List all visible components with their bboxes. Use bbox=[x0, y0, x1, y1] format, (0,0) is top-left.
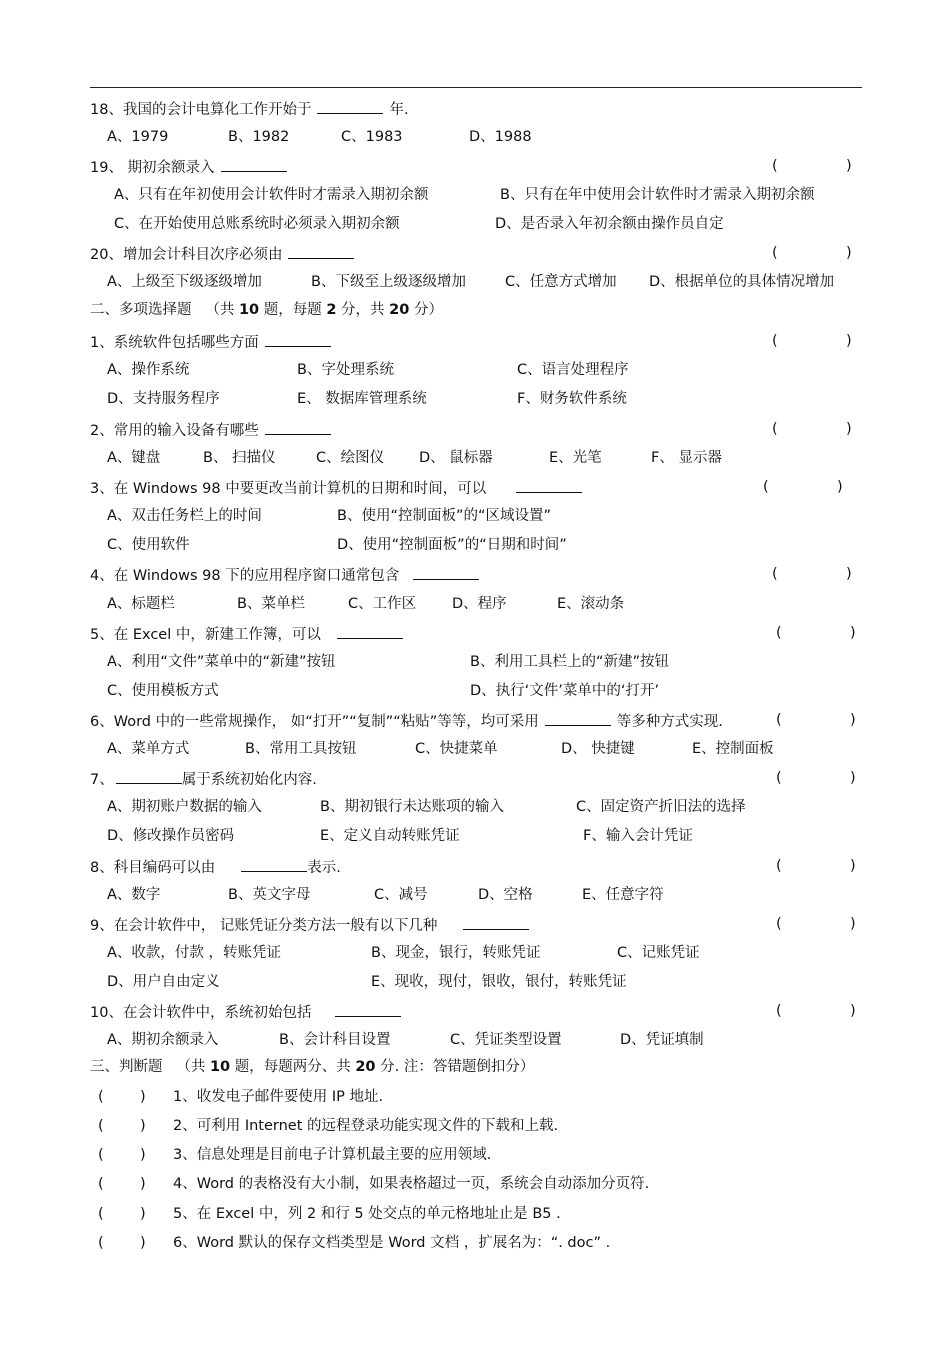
answer-blank[interactable] bbox=[317, 99, 383, 114]
answer-bracket-open: ( bbox=[772, 158, 778, 174]
answer-blank[interactable] bbox=[337, 624, 403, 639]
m10-option-d: D、凭证填制 bbox=[620, 1032, 704, 1048]
q20-option-b: B、下级至上级逐级增加 bbox=[311, 274, 466, 290]
answer-bracket-close: ) bbox=[837, 479, 843, 495]
judge-bracket-close: ) bbox=[140, 1089, 146, 1105]
answer-bracket-open: ( bbox=[763, 479, 769, 495]
m4-option-c: C、工作区 bbox=[348, 596, 417, 612]
answer-bracket-open: ( bbox=[776, 712, 782, 728]
judge-bracket-open[interactable]: ( bbox=[98, 1176, 104, 1192]
m6-option-d: D、 快捷键 bbox=[561, 741, 635, 757]
judge-bracket-open[interactable]: ( bbox=[98, 1206, 104, 1222]
answer-blank[interactable] bbox=[221, 157, 287, 172]
answer-blank[interactable] bbox=[413, 565, 479, 580]
answer-bracket-open: ( bbox=[776, 770, 782, 786]
q19-option-a: A、只有在年初使用会计软件时才需录入期初余额 bbox=[114, 187, 429, 203]
judge-bracket-open[interactable]: ( bbox=[98, 1118, 104, 1134]
m2-option-f: F、 显示器 bbox=[651, 450, 722, 466]
m2-option-e: E、光笔 bbox=[549, 450, 602, 466]
m3-option-a: A、双击任务栏上的时间 bbox=[107, 508, 262, 524]
m8-option-e: E、任意字符 bbox=[582, 887, 664, 903]
answer-bracket-close: ) bbox=[850, 770, 856, 786]
judge-item-5: 5、在 Excel 中，列 2 和行 5 处交点的单元格地址止是 B5 . bbox=[173, 1206, 561, 1222]
header-rule bbox=[90, 87, 862, 88]
q18-option-c: C、1983 bbox=[341, 129, 403, 145]
m3-option-b: B、使用“控制面板”的“区域设置” bbox=[337, 508, 551, 524]
m7-option-c: C、固定资产折旧法的选择 bbox=[576, 799, 746, 815]
multi-question-10: 10、在会计软件中，系统初始包括 bbox=[90, 1002, 407, 1022]
answer-bracket-close: ) bbox=[846, 566, 852, 582]
m5-option-a: A、利用“文件”菜单中的“新建”按钮 bbox=[107, 654, 336, 670]
answer-blank[interactable] bbox=[335, 1002, 401, 1017]
m1-option-f: F、财务软件系统 bbox=[517, 391, 627, 407]
m5-option-b: B、利用工具栏上的“新建”按钮 bbox=[470, 654, 669, 670]
m6-option-b: B、常用工具按钮 bbox=[245, 741, 357, 757]
m1-option-a: A、操作系统 bbox=[107, 362, 190, 378]
answer-blank[interactable] bbox=[463, 915, 529, 930]
m1-option-c: C、语言处理程序 bbox=[517, 362, 629, 378]
judge-item-2: 2、可利用 Internet 的远程登录功能实现文件的下载和上载. bbox=[173, 1118, 559, 1134]
m9-option-a: A、收款，付款 ，转账凭证 bbox=[107, 945, 282, 961]
m8-option-d: D、空格 bbox=[478, 887, 533, 903]
answer-bracket-close: ) bbox=[850, 712, 856, 728]
judge-item-6: 6、Word 默认的保存文档类型是 Word 文档 ，扩展名为：“. doc” . bbox=[173, 1235, 611, 1251]
q20-option-c: C、任意方式增加 bbox=[505, 274, 617, 290]
m10-option-a: A、期初余额录入 bbox=[107, 1032, 219, 1048]
m7-option-e: E、定义自动转账凭证 bbox=[320, 828, 460, 844]
m1-option-d: D、支持服务程序 bbox=[107, 391, 220, 407]
m6-option-c: C、快捷菜单 bbox=[415, 741, 498, 757]
judge-bracket-close: ) bbox=[140, 1147, 146, 1163]
question-18: 18、我国的会计电算化工作开始于 年. bbox=[90, 99, 409, 119]
multi-question-6: 6、Word 中的一些常规操作， 如“打开”“复制”“粘贴”等等，均可采用 等多种方式实现. bbox=[90, 711, 723, 731]
judge-bracket-close: ) bbox=[140, 1235, 146, 1251]
answer-bracket-open: ( bbox=[776, 916, 782, 932]
multi-question-3: 3、在 Windows 98 中要更改当前计算机的日期和时间，可以 bbox=[90, 478, 588, 498]
q20-option-a: A、上级至下级逐级增加 bbox=[107, 274, 262, 290]
multi-question-9: 9、在会计软件中， 记账凭证分类方法一般有以下几种 bbox=[90, 915, 535, 935]
m9-option-d: D、用户自由定义 bbox=[107, 974, 220, 990]
m7-option-d: D、修改操作员密码 bbox=[107, 828, 235, 844]
m7-option-f: F、输入会计凭证 bbox=[583, 828, 693, 844]
m1-option-b: B、字处理系统 bbox=[297, 362, 394, 378]
m9-option-e: E、现收，现付，银收，银付，转账凭证 bbox=[371, 974, 627, 990]
answer-blank[interactable] bbox=[265, 420, 331, 435]
q18-option-b: B、1982 bbox=[228, 129, 290, 145]
judge-item-3: 3、信息处理是目前电子计算机最主要的应用领域. bbox=[173, 1147, 492, 1163]
answer-blank[interactable] bbox=[241, 857, 307, 872]
m9-option-b: B、现金，银行，转账凭证 bbox=[371, 945, 541, 961]
section-2-title: 二、多项选择题 （共 10 题，每题 2 分，共 20 分） bbox=[90, 302, 443, 318]
m1-option-e: E、 数据库管理系统 bbox=[297, 391, 427, 407]
answer-bracket-close: ) bbox=[846, 158, 852, 174]
judge-item-4: 4、Word 的表格没有大小制，如果表格超过一页，系统会自动添加分页符. bbox=[173, 1176, 650, 1192]
m10-option-c: C、凭证类型设置 bbox=[450, 1032, 562, 1048]
m4-option-d: D、程序 bbox=[452, 596, 507, 612]
m2-option-a: A、键盘 bbox=[107, 450, 161, 466]
m6-option-e: E、控制面板 bbox=[692, 741, 774, 757]
answer-bracket-close: ) bbox=[850, 1003, 856, 1019]
m3-option-c: C、使用软件 bbox=[107, 537, 190, 553]
q20-option-d: D、根据单位的具体情况增加 bbox=[649, 274, 835, 290]
multi-question-4: 4、在 Windows 98 下的应用程序窗口通常包含 bbox=[90, 565, 485, 585]
answer-blank[interactable] bbox=[516, 478, 582, 493]
answer-bracket-open: ( bbox=[776, 858, 782, 874]
m2-option-b: B、 扫描仪 bbox=[203, 450, 276, 466]
q18-option-a: A、1979 bbox=[107, 129, 169, 145]
q19-option-b: B、只有在年中使用会计软件时才需录入期初余额 bbox=[500, 187, 815, 203]
m9-option-c: C、记账凭证 bbox=[617, 945, 700, 961]
m2-option-d: D、 鼠标器 bbox=[419, 450, 493, 466]
judge-bracket-open[interactable]: ( bbox=[98, 1089, 104, 1105]
q19-option-c: C、在开始使用总账系统时必须录入期初余额 bbox=[114, 216, 400, 232]
m4-option-e: E、滚动条 bbox=[557, 596, 625, 612]
answer-bracket-open: ( bbox=[772, 245, 778, 261]
answer-bracket-open: ( bbox=[776, 625, 782, 641]
answer-bracket-close: ) bbox=[850, 858, 856, 874]
answer-bracket-close: ) bbox=[846, 421, 852, 437]
answer-blank[interactable] bbox=[545, 711, 611, 726]
m10-option-b: B、会计科目设置 bbox=[279, 1032, 391, 1048]
answer-bracket-close: ) bbox=[846, 333, 852, 349]
q18-option-d: D、1988 bbox=[469, 129, 532, 145]
answer-bracket-open: ( bbox=[772, 421, 778, 437]
multi-question-8: 8、科目编码可以由 表示. bbox=[90, 857, 341, 877]
answer-bracket-close: ) bbox=[846, 245, 852, 261]
answer-bracket-open: ( bbox=[772, 333, 778, 349]
m4-option-b: B、菜单栏 bbox=[237, 596, 305, 612]
judge-bracket-open[interactable]: ( bbox=[98, 1235, 104, 1251]
m7-option-a: A、期初账户数据的输入 bbox=[107, 799, 262, 815]
judge-item-1: 1、收发电子邮件要使用 IP 地址. bbox=[173, 1089, 384, 1105]
section-3-title: 三、判断题 （共 10 题，每题两分、共 20 分. 注：答错题倒扣分） bbox=[90, 1059, 535, 1075]
m8-option-c: C、减号 bbox=[374, 887, 428, 903]
answer-blank[interactable] bbox=[288, 244, 354, 259]
m4-option-a: A、标题栏 bbox=[107, 596, 175, 612]
judge-bracket-close: ) bbox=[140, 1176, 146, 1192]
m5-option-c: C、使用模板方式 bbox=[107, 683, 219, 699]
judge-bracket-open[interactable]: ( bbox=[98, 1147, 104, 1163]
multi-question-1: 1、系统软件包括哪些方面 bbox=[90, 332, 337, 352]
multi-question-7: 7、 属于系统初始化内容. bbox=[90, 769, 317, 789]
multi-question-2: 2、常用的输入设备有哪些 bbox=[90, 420, 337, 440]
m8-option-a: A、数字 bbox=[107, 887, 161, 903]
m6-option-a: A、菜单方式 bbox=[107, 741, 190, 757]
question-20: 20、增加会计科目次序必须由 bbox=[90, 244, 360, 264]
answer-bracket-close: ) bbox=[850, 916, 856, 932]
m7-option-b: B、期初银行未达账项的输入 bbox=[320, 799, 504, 815]
answer-bracket-open: ( bbox=[776, 1003, 782, 1019]
judge-bracket-close: ) bbox=[140, 1206, 146, 1222]
q19-option-d: D、是否录入年初余额由操作员自定 bbox=[495, 216, 724, 232]
m8-option-b: B、英文字母 bbox=[228, 887, 311, 903]
answer-bracket-open: ( bbox=[772, 566, 778, 582]
m5-option-d: D、执行‘文件’菜单中的‘打开’ bbox=[470, 683, 660, 699]
multi-question-5: 5、在 Excel 中，新建工作簿，可以 bbox=[90, 624, 409, 644]
m2-option-c: C、绘图仪 bbox=[316, 450, 385, 466]
answer-blank[interactable] bbox=[265, 332, 331, 347]
question-19: 19、 期初余额录入 bbox=[90, 157, 293, 177]
answer-bracket-close: ) bbox=[850, 625, 856, 641]
m3-option-d: D、使用“控制面板”的“日期和时间” bbox=[337, 537, 567, 553]
judge-bracket-close: ) bbox=[140, 1118, 146, 1134]
answer-blank[interactable] bbox=[116, 769, 182, 784]
